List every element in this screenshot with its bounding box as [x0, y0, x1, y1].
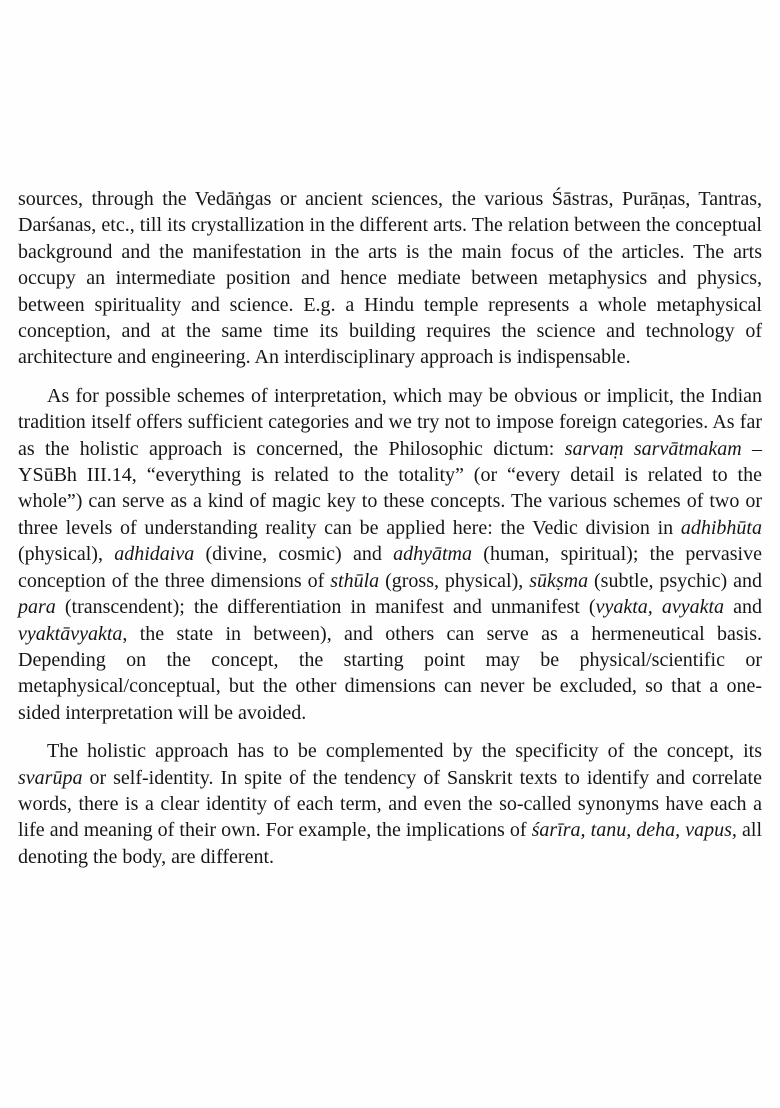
- paragraph: [18, 738, 762, 870]
- sanskrit-term: sthūla: [330, 569, 380, 592]
- text-run: (divine, cosmic) and: [194, 543, 394, 566]
- text-run: all denoting the body, are different.: [18, 819, 763, 868]
- text-run: (subtle, psychic) and: [588, 569, 762, 592]
- sanskrit-term: sūkṣma: [529, 569, 589, 592]
- text-run: and: [724, 596, 762, 619]
- page-text: [18, 186, 762, 882]
- sanskrit-term: adhibhūta: [680, 516, 762, 539]
- text-run: – YSūBh III.14, “everything is related to the totality” (or “every detail is related to the whole”) can serve as a kind of magic key to these concepts. The various schemes of two or three levels of understanding reality can be applied here: the Vedic division in: [18, 437, 762, 539]
- sanskrit-term: adhyātma: [393, 543, 473, 566]
- text-run: (physical),: [18, 543, 115, 566]
- text-run: The holistic approach has to be complemented by the specificity of the concept, its: [47, 740, 762, 763]
- sanskrit-term: vyakta, avyakta: [595, 596, 725, 619]
- text-run: (transcendent); the differentiation in manifest and unmanifest (: [55, 596, 596, 619]
- sanskrit-term: svarūpa: [18, 766, 83, 789]
- text-run: As for possible schemes of interpretation, which may be obvious or implicit, the Indian tradition itself offers sufficient categories and we try not to impose foreign categories. As far as the holistic approach is concerned, the Philosophic dictum:: [18, 384, 762, 460]
- paragraph: [18, 186, 762, 371]
- text-run: (gross, physical),: [379, 569, 530, 592]
- sanskrit-term: sarvaṃ sarvātmakam: [564, 437, 742, 460]
- sanskrit-term: para: [18, 596, 56, 619]
- sanskrit-term: śarīra, tanu, deha, vapus,: [531, 819, 737, 842]
- paragraph: [18, 383, 762, 726]
- sanskrit-term: adhidaiva: [114, 543, 195, 566]
- sanskrit-term: vyaktāvyakta: [18, 622, 123, 645]
- text-run: or self-identity. In spite of the tendency of Sanskrit texts to identify and correlate words, there is a clear identity of each term, and even the so-called synonyms have each a life and meaning of their own. For example, the implications of: [18, 766, 762, 842]
- text-run: sources, through the Vedāṅgas or ancient sciences, the various Śāstras, Purāṇas, Tantras, Darśanas, etc., till its crystallization in the different arts. The relation between the conceptual background and the manifestation in the arts is the main focus of the articles. The arts occupy an intermediate position and hence mediate between metaphysics and physics, between spirituality and science. E.g. a Hindu temple represents a whole metaphysical conception, and at the same time its building requires the science and technology of architecture and engineering. An interdisciplinary approach is indispensable.: [18, 188, 762, 369]
- text-run: , the state in between), and others can serve as a hermeneutical basis. Depending on the concept, the starting point may be physical/scientific or metaphysical/conceptual, but the other dimensions can never be excluded, so that a one-sided interpretation will be avoided.: [18, 622, 762, 724]
- text-run: (human, spiritual); the pervasive conception of the three dimensions of: [18, 543, 762, 592]
